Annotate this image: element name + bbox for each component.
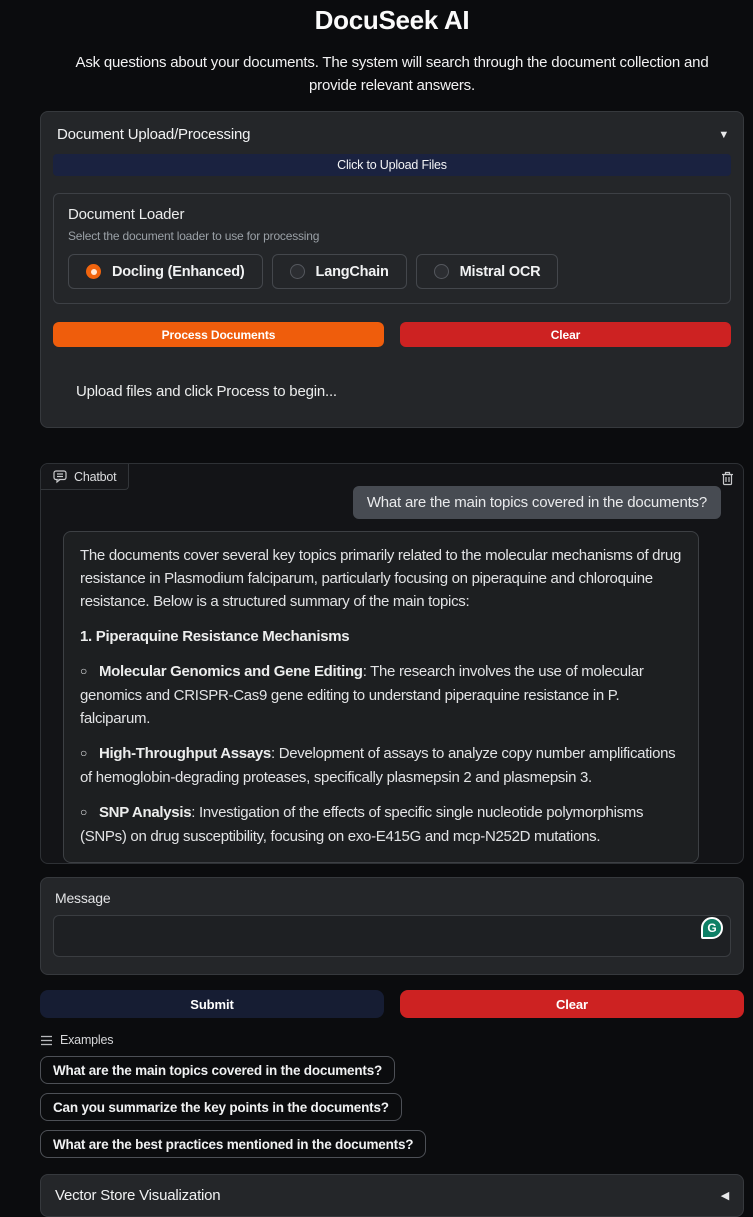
- bullet-term: SNP Analysis: [98, 804, 192, 821]
- page-description: Ask questions about your documents. The system will search through the document collection and provide relevant answers.: [75, 54, 709, 94]
- bot-message-intro: The documents cover several key topics primarily related to the molecular mechanisms of drug resistance in Plasmodium falciparum, particularly focusing on piperaquine and chloroquine resistance. Below is a structured summary of the main topics:: [80, 547, 682, 610]
- bullet-term: Molecular Genomics and Gene Editing: [98, 663, 363, 680]
- message-panel: [40, 877, 744, 975]
- document-loader-group: [53, 193, 731, 304]
- bullet-text: : The research involves the use of molecular genomics and CRISPR-Cas9 gene editing to understand piperaquine resistance in P. falciparum.: [80, 663, 644, 727]
- message-input[interactable]: [53, 915, 731, 957]
- bot-message-bullet: [80, 801, 682, 848]
- upload-processing-panel: [40, 111, 744, 428]
- bullet-text: : Investigation of the effects of specific single nucleotide polymorphisms (SNPs) on drug susceptibility, focusing on exo-E415G and mcp-N252D mutations.: [80, 804, 644, 845]
- examples-label: Examples: [60, 1033, 114, 1047]
- radio-selected-icon: [86, 264, 101, 279]
- list-icon: [40, 1035, 53, 1046]
- upload-files-button[interactable]: Click to Upload Files: [53, 154, 731, 176]
- clear-chat-trash-button[interactable]: [719, 469, 736, 488]
- upload-accordion-title: Document Upload/Processing: [57, 126, 251, 143]
- example-chip-main-topics[interactable]: What are the main topics covered in the documents?: [40, 1056, 395, 1084]
- chatbot-panel: [40, 463, 744, 864]
- bullet-circle-icon: ○: [80, 746, 87, 760]
- message-label: Message: [55, 890, 111, 906]
- grammarly-icon[interactable]: G: [701, 917, 723, 939]
- examples-header: [40, 1033, 744, 1047]
- bot-message-bullet: [80, 660, 682, 730]
- processing-status-text: Upload files and click Process to begin...: [76, 383, 337, 400]
- clear-documents-button[interactable]: Clear: [400, 322, 731, 347]
- radio-option-langchain[interactable]: [272, 254, 407, 289]
- upload-accordion-header[interactable]: [53, 124, 731, 143]
- user-chat-message: What are the main topics covered in the documents?: [353, 486, 721, 519]
- bot-message-heading: 1. Piperaquine Resistance Mechanisms: [80, 628, 350, 645]
- example-chip-summarize[interactable]: Can you summarize the key points in the documents?: [40, 1093, 402, 1121]
- bullet-circle-icon: ○: [80, 805, 87, 819]
- message-input-wrap: [53, 915, 731, 962]
- document-loader-label: Document Loader: [68, 206, 185, 223]
- page-title: DocuSeek AI: [314, 5, 470, 35]
- chatbot-label-tab: [41, 464, 129, 490]
- bullet-text: : Development of assays to analyze copy number amplifications of hemoglobin-degrading proteases, specifically plasmepsin 2 and plasmepsin 3.: [80, 745, 676, 786]
- page-content: [40, 5, 744, 1217]
- chatbot-label: Chatbot: [74, 469, 117, 484]
- chevron-down-icon: ▼: [718, 128, 729, 141]
- bot-message-bullet: [80, 742, 682, 789]
- radio-label: Docling (Enhanced): [112, 263, 245, 280]
- clear-chat-button[interactable]: Clear: [400, 990, 744, 1018]
- process-documents-button[interactable]: Process Documents: [53, 322, 384, 347]
- document-loader-info: Select the document loader to use for processing: [68, 229, 320, 243]
- chat-bubble-icon: [53, 470, 67, 483]
- radio-option-mistral-ocr[interactable]: [416, 254, 559, 289]
- vector-store-accordion[interactable]: [40, 1174, 744, 1217]
- chevron-left-icon: ◀: [720, 1190, 729, 1202]
- bot-chat-message: [63, 531, 699, 863]
- radio-unselected-icon: [434, 264, 449, 279]
- example-chip-best-practices[interactable]: What are the best practices mentioned in the documents?: [40, 1130, 426, 1158]
- vector-store-title: Vector Store Visualization: [55, 1187, 221, 1204]
- radio-unselected-icon: [290, 264, 305, 279]
- radio-option-docling[interactable]: [68, 254, 263, 289]
- radio-label: LangChain: [315, 263, 389, 280]
- submit-button[interactable]: Submit: [40, 990, 384, 1018]
- example-chips: [40, 1056, 744, 1158]
- bullet-circle-icon: ○: [80, 664, 87, 678]
- radio-label: Mistral OCR: [459, 263, 541, 280]
- bullet-term: High-Throughput Assays: [98, 745, 271, 762]
- loader-radio-group: [68, 254, 716, 289]
